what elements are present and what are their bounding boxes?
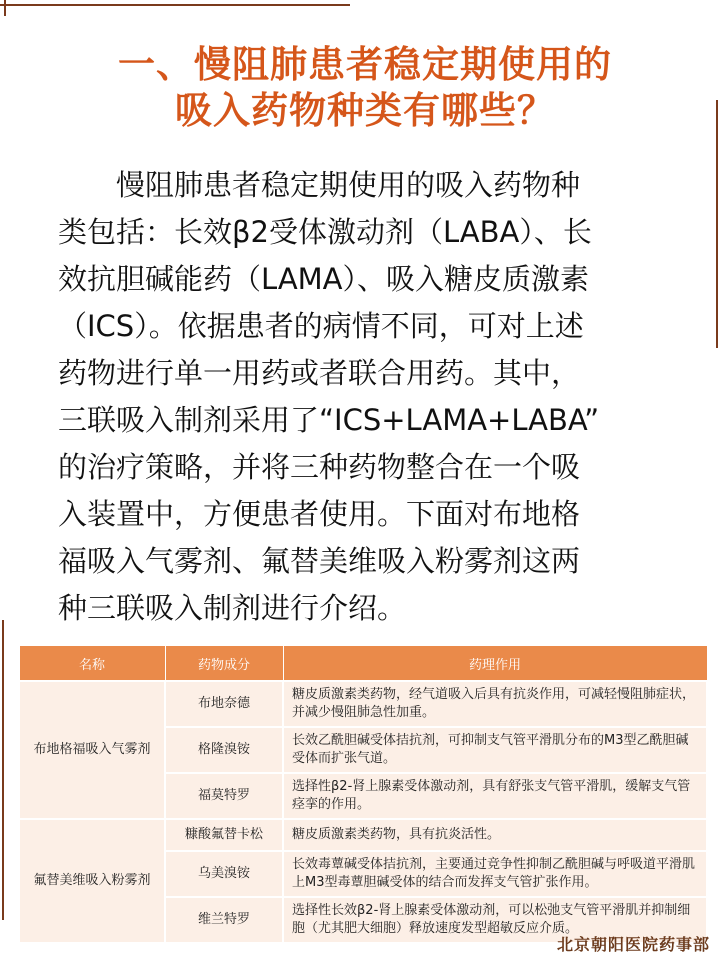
body-line: 福吸入气雾剂、氟替美维吸入粉雾剂这两 (58, 544, 581, 578)
body-line: 慢阻肺患者稳定期使用的吸入药物种 (58, 168, 581, 202)
frame-line-right (716, 100, 718, 348)
frame-line-bottom-left (2, 620, 4, 920)
header-action: 药理作用 (283, 646, 707, 682)
drug-action: 长效乙酰胆碱受体拮抗剂，可抑制支气管平滑肌分布的M3型乙酰胆碱受体而扩张气道。 (283, 727, 707, 773)
hospital-logo-text: 北京朝阳医院药事部 (556, 935, 710, 954)
drug-action: 选择性长效β2-肾上腺素受体激动剂，可以松弛支气管平滑肌并抑制细胞（尤其肥大细胞）释放速度发型超敏反应介质。 (283, 897, 707, 943)
body-line: 类包括：长效β2受体激动剂（LABA）、长 (58, 215, 592, 249)
body-line: 入装置中，方便患者使用。下面对布地格 (58, 497, 581, 531)
table-header-row (19, 646, 707, 682)
body-line: 三联吸入制剂采用了“ICS+LAMA+LABA” (58, 403, 600, 437)
drug-name: 氟替美维吸入粉雾剂 (19, 819, 165, 943)
table-row (19, 681, 707, 727)
header-name: 名称 (19, 646, 165, 682)
title-line-1: 一、慢阻肺患者稳定期使用的 (118, 43, 612, 86)
drug-action: 糖皮质激素类药物，具有抗炎活性。 (283, 819, 707, 851)
body-line: 的治疗策略，并将三种药物整合在一个吸 (58, 450, 581, 484)
body-line: 效抗胆碱能药（LAMA）、吸入糖皮质激素 (58, 262, 590, 296)
drug-component: 福莫特罗 (165, 773, 283, 819)
drug-action: 糖皮质激素类药物，经气道吸入后具有抗炎作用，可减轻慢阻肺症状，并减少慢阻肺急性加重。 (283, 681, 707, 727)
drug-table (18, 645, 708, 944)
drug-action: 选择性β2-肾上腺素受体激动剂，具有舒张支气管平滑肌，缓解支气管痉挛的作用。 (283, 773, 707, 819)
frame-line-left (4, 0, 6, 16)
frame-line-top (0, 4, 350, 6)
drug-action: 长效毒蕈碱受体拮抗剂，主要通过竞争性抑制乙酰胆碱与呼吸道平滑肌上M3型毒蕈胆碱受体的结合而发挥支气管扩张作用。 (283, 851, 707, 897)
body-paragraph (58, 162, 678, 632)
page-title (30, 42, 700, 134)
drug-component: 格隆溴铵 (165, 727, 283, 773)
body-line: 药物进行单一用药或者联合用药。其中， (58, 356, 581, 390)
body-line: 种三联吸入制剂进行介绍。 (58, 591, 407, 625)
drug-component: 布地奈德 (165, 681, 283, 727)
drug-component: 维兰特罗 (165, 897, 283, 943)
header-component: 药物成分 (165, 646, 283, 682)
body-line: （ICS）。依据患者的病情不同，可对上述 (58, 309, 584, 343)
title-line-2: 吸入药物种类有哪些？ (175, 89, 555, 132)
table-row (19, 819, 707, 851)
drug-name: 布地格福吸入气雾剂 (19, 681, 165, 819)
drug-component: 乌美溴铵 (165, 851, 283, 897)
drug-component: 糠酸氟替卡松 (165, 819, 283, 851)
